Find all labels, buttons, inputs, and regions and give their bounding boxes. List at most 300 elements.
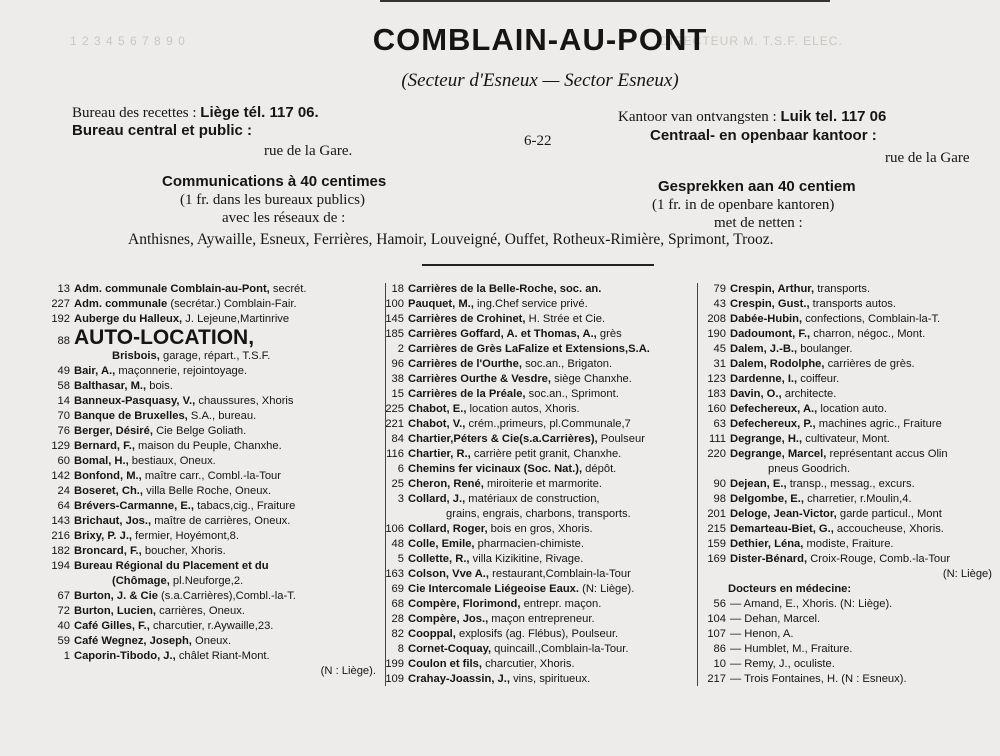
phone-number: 76: [57, 425, 70, 437]
entry-name: Crespin, Arthur,: [730, 283, 815, 295]
entry-details: explosifs (ag. Flébus), Poulseur.: [455, 628, 619, 640]
directory-entry: [692, 597, 992, 612]
entry-details: soc.an., Sprimont.: [525, 388, 619, 400]
entry-name: Degrange, Marcel,: [730, 448, 827, 460]
phone-number: 2: [397, 343, 404, 355]
entry-name: Bomal, H.,: [74, 455, 129, 467]
directory-entry: [36, 379, 376, 394]
entry-name: Dalem, J.-B.,: [730, 343, 798, 355]
entry-details: boucher, Xhoris.: [141, 545, 226, 557]
entry-details: — Remy, J., oculiste.: [730, 658, 835, 670]
phone-number: 169: [707, 553, 726, 565]
entry-details: bois en gros, Xhoris.: [487, 523, 593, 535]
entry-name: Caporin-Tibodo, J.,: [74, 650, 176, 662]
entry-name: Chartier,Péters & Cie(s.a.Carrières),: [408, 433, 598, 445]
phone-number: 106: [385, 523, 404, 535]
directory-entry: [370, 447, 695, 462]
entry-details: villa Belle Roche, Oneux.: [143, 485, 272, 497]
entry-name: Dalem, Rodolphe,: [730, 358, 825, 370]
phone-number: 221: [385, 418, 404, 430]
entry-name: Cornet-Coquay,: [408, 643, 492, 655]
phone-number: 58: [57, 380, 70, 392]
directory-entry: [370, 642, 695, 657]
phone-number: 14: [57, 395, 70, 407]
phone-number: 145: [385, 313, 404, 325]
entry-name: Collard, J.,: [408, 493, 466, 505]
entry-name: Boseret, Ch.,: [74, 485, 144, 497]
phone-number: 72: [57, 605, 70, 617]
page-title: COMBLAIN-AU-PONT: [372, 22, 708, 57]
directory-entry: [692, 612, 992, 627]
directory-entry: [370, 567, 695, 582]
entry-name: Broncard, F.,: [74, 545, 142, 557]
phone-number: 69: [391, 583, 404, 595]
directory-entry: [370, 297, 695, 312]
phone-number: 227: [51, 298, 70, 310]
entry-details: quincaill.,Comblain-la-Tour.: [491, 643, 629, 655]
phone-number: 82: [391, 628, 404, 640]
directory-entry: [36, 499, 376, 514]
entry-details: pl.Neuforge,2.: [169, 575, 244, 587]
entry-details: restaurant,Comblain-la-Tour: [489, 568, 631, 580]
phone-number: 84: [391, 433, 404, 445]
directory-entry: [36, 604, 376, 619]
entry-details: confections, Comblain-la-T.: [802, 313, 941, 325]
entry-name: Carrières de la Belle-Roche, soc. an.: [408, 283, 602, 295]
entry-details: charron, négoc., Mont.: [810, 328, 926, 340]
entry-details: garde particul., Mont: [836, 508, 942, 520]
phone-number: 31: [713, 358, 726, 370]
entry-details: carrières de grès.: [824, 358, 915, 370]
directory-entry: [692, 582, 992, 597]
entry-name: Bureau Régional du Placement et du: [74, 560, 269, 572]
entry-name: Bernard, F.,: [74, 440, 135, 452]
entry-details: garage, répart., T.S.F.: [159, 350, 271, 362]
entry-details: accoucheuse, Xhoris.: [833, 523, 944, 535]
phone-number: 88: [57, 335, 70, 347]
entry-details: crém.,primeurs, pl.Communale,7: [465, 418, 631, 430]
entry-details: bestiaux, Oneux.: [128, 455, 216, 467]
entry-details: (N: Liège): [942, 568, 992, 580]
directory-entry: [36, 327, 376, 349]
phone-number: 201: [707, 508, 726, 520]
bureau-central-fr: Bureau central et public :: [72, 122, 253, 139]
entry-name: (Chômage,: [112, 575, 170, 587]
phone-number: 192: [51, 313, 70, 325]
directory-entry: [36, 589, 376, 604]
entry-name: Carrières de Crohinet,: [408, 313, 526, 325]
entry-name: Defechereux, A.,: [730, 403, 818, 415]
entry-details: transports.: [814, 283, 871, 295]
directory-entry: [692, 522, 992, 537]
phone-number: 160: [707, 403, 726, 415]
directory-entry: [36, 484, 376, 499]
directory-entry: [370, 552, 695, 567]
entry-details: transports autos.: [809, 298, 897, 310]
directory-entry: [692, 537, 992, 552]
entry-details: machines agric., Fraiture: [815, 418, 942, 430]
entry-details: J. Lejeune,Martinrive: [182, 313, 290, 325]
entry-name: Bair, A.,: [74, 365, 116, 377]
directory-entry: [36, 514, 376, 529]
entry-name: Banneux-Pasquasy, V.,: [74, 395, 196, 407]
entry-details: (secrétar.) Comblain-Fair.: [167, 298, 297, 310]
entry-name: Pauquet, M.,: [408, 298, 474, 310]
entry-details: grains, engrais, charbons, transports.: [446, 508, 631, 520]
entry-details: transp., messag., excurs.: [786, 478, 915, 490]
kantoor-address-nl: rue de la Gare: [885, 150, 970, 166]
communications-fr: Communications à 40 centimes: [162, 173, 387, 190]
directory-entry: [370, 597, 695, 612]
directory-entry: [370, 462, 695, 477]
phone-number: 216: [51, 530, 70, 542]
directory-entry: [36, 312, 376, 327]
directory-entry: [370, 507, 695, 522]
directory-entry: [692, 462, 992, 477]
entry-name: AUTO-LOCATION,: [74, 327, 255, 349]
directory-entry: [370, 432, 695, 447]
entry-name: Adm. communale: [74, 298, 168, 310]
phone-number: 225: [385, 403, 404, 415]
phone-number: 25: [391, 478, 404, 490]
phone-number: 86: [713, 643, 726, 655]
entry-details: villa Kizikitine, Rivage.: [469, 553, 584, 565]
entry-details: boulanger.: [797, 343, 853, 355]
phone-number: 109: [385, 673, 404, 685]
directory-entry: [692, 492, 992, 507]
phone-number: 142: [51, 470, 70, 482]
phone-number: 38: [391, 373, 404, 385]
phone-number: 15: [391, 388, 404, 400]
entry-details: entrepr. maçon.: [520, 598, 602, 610]
directory-entry: [692, 372, 992, 387]
phone-number: 45: [713, 343, 726, 355]
entry-name: Adm. communale Comblain-au-Pont,: [74, 283, 270, 295]
entry-name: Dardenne, I.,: [730, 373, 798, 385]
directory-entry: [692, 357, 992, 372]
entry-name: Chabot, E.,: [408, 403, 467, 415]
phone-number: 63: [713, 418, 726, 430]
directory-entry: [692, 297, 992, 312]
entry-details: carrières, Oneux.: [156, 605, 245, 617]
phone-number: 79: [713, 283, 726, 295]
directory-entry: [36, 297, 376, 312]
phone-number: 199: [385, 658, 404, 670]
entry-name: Dethier, Léna,: [730, 538, 804, 550]
entry-details: architecte.: [781, 388, 837, 400]
entry-name: Brisbois,: [112, 350, 160, 362]
entry-details: soc.an., Brigaton.: [521, 358, 613, 370]
directory-entry: [692, 642, 992, 657]
directory-entry: [370, 672, 695, 687]
phone-number: 111: [708, 433, 726, 445]
entry-details: maître de carrières, Oneux.: [151, 515, 291, 527]
entry-details: H. Strée et Cie.: [525, 313, 606, 325]
entry-details: — Humblet, M., Fraiture.: [730, 643, 853, 655]
top-rule: [380, 0, 830, 2]
gesprekken-nl: Gesprekken aan 40 centiem: [658, 178, 856, 195]
phone-number: 3: [397, 493, 404, 505]
entry-details: charretier, r.Moulin,4.: [803, 493, 912, 505]
entry-details: maître carr., Combl.-la-Tour: [141, 470, 281, 482]
entry-name: Coulon et fils,: [408, 658, 482, 670]
directory-entry: [36, 574, 376, 589]
entry-name: Dabée-Hubin,: [730, 313, 803, 325]
directory-entry: [370, 477, 695, 492]
phone-number: 215: [707, 523, 726, 535]
entry-details: tabacs,cig., Fraiture: [194, 500, 296, 512]
directory-entry: [692, 657, 992, 672]
directory-entry: [370, 522, 695, 537]
directory-entry: [692, 447, 992, 462]
entry-details: matériaux de construction,: [465, 493, 600, 505]
phone-number: 98: [713, 493, 726, 505]
phone-number: 104: [707, 613, 726, 625]
entry-details: maison du Peuple, Chanxhe.: [134, 440, 282, 452]
directory-entry: [692, 627, 992, 642]
entry-details: bois.: [146, 380, 173, 392]
entry-name: Carrières de Grès LaFalize et Extensions,S.A.: [408, 343, 650, 355]
directory-entry: [36, 664, 376, 679]
directory-entry: [36, 559, 376, 574]
directory-entry: [36, 529, 376, 544]
entry-name: Davin, O.,: [730, 388, 782, 400]
directory-entry: [36, 409, 376, 424]
entry-name: Berger, Désiré,: [74, 425, 153, 437]
phone-number: 90: [713, 478, 726, 490]
entry-details: Croix-Rouge, Comb.-la-Tour: [807, 553, 951, 565]
entry-name: Carrières Goffard, A. et Thomas, A.,: [408, 328, 597, 340]
entry-details: (N: Liège).: [579, 583, 635, 595]
entry-name: Delgombe, E.,: [730, 493, 804, 505]
entry-name: Cooppal,: [408, 628, 456, 640]
entry-name: Compère, Florimond,: [408, 598, 521, 610]
directory-entry: [692, 417, 992, 432]
entry-name: Dadoumont, F.,: [730, 328, 811, 340]
directory-entry: [692, 327, 992, 342]
directory-entry: [36, 649, 376, 664]
entry-details: maçon entrepreneur.: [488, 613, 595, 625]
entry-details: grès: [596, 328, 622, 340]
entry-name: Chartier, R.,: [408, 448, 471, 460]
directory-entry: [36, 424, 376, 439]
phone-number: 100: [385, 298, 404, 310]
entry-name: Crahay-Joassin, J.,: [408, 673, 510, 685]
directory-entry: [36, 619, 376, 634]
entry-details: chaussures, Xhoris: [195, 395, 294, 407]
phone-number: 18: [391, 283, 404, 295]
entry-name: Café Gilles, F.,: [74, 620, 150, 632]
directory-entry: [692, 672, 992, 687]
entry-details: Cie Belge Goliath.: [152, 425, 247, 437]
phone-number: 208: [707, 313, 726, 325]
entry-details: pneus Goodrich.: [768, 463, 851, 475]
phone-number: 194: [51, 560, 70, 572]
entry-details: fermier, Hoyémont,8.: [132, 530, 239, 542]
entry-name: Dister-Bénard,: [730, 553, 808, 565]
directory-entry: [692, 402, 992, 417]
entry-name: Chemins fer vicinaux (Soc. Nat.),: [408, 463, 583, 475]
bureau-recettes-fr: Bureau des recettes : Liège tél. 117 06.: [72, 104, 319, 121]
directory-entry: [36, 634, 376, 649]
gesprekken-nl-note: (1 fr. in de openbare kantoren): [652, 197, 835, 213]
entry-details: carrière petit granit, Chanxhe.: [470, 448, 622, 460]
entry-name: Balthasar, M.,: [74, 380, 147, 392]
directory-entry: [692, 432, 992, 447]
phone-number: 190: [707, 328, 726, 340]
phone-number: 49: [57, 365, 70, 377]
entry-name: Collette, R.,: [408, 553, 470, 565]
directory-entry: [36, 544, 376, 559]
phone-number: 48: [391, 538, 404, 550]
directory-entry: [692, 567, 992, 582]
phone-number: 67: [57, 590, 70, 602]
page-subtitle: (Secteur d'Esneux — Sector Esneux): [401, 70, 679, 91]
entry-details: charcutier, r.Aywaille,23.: [149, 620, 274, 632]
directory-entry: [36, 282, 376, 297]
directory-entry: [692, 477, 992, 492]
entry-name: Collard, Roger,: [408, 523, 488, 535]
entry-details: vins, spiritueux.: [509, 673, 591, 685]
entry-details: miroiterie et marmorite.: [483, 478, 602, 490]
entry-details: siège Chanxhe.: [551, 373, 632, 385]
phone-number: 182: [51, 545, 70, 557]
directory-entry: [692, 387, 992, 402]
phone-number: 129: [51, 440, 70, 452]
entry-name: Colle, Emile,: [408, 538, 475, 550]
directory-entry: [370, 627, 695, 642]
phone-number: 10: [713, 658, 726, 670]
entry-name: Bonfond, M.,: [74, 470, 142, 482]
directory-entry: [36, 454, 376, 469]
directory-entry: [370, 357, 695, 372]
phone-number: 70: [57, 410, 70, 422]
entry-name: Carrières de la Préale,: [408, 388, 526, 400]
directory-entry: [370, 417, 695, 432]
entry-details: S.A., bureau.: [187, 410, 257, 422]
directory-entry: [36, 439, 376, 454]
directory-entry: [370, 342, 695, 357]
phone-number: 43: [713, 298, 726, 310]
entry-name: Deloge, Jean-Victor,: [730, 508, 837, 520]
entry-details: cultivateur, Mont.: [802, 433, 890, 445]
entry-details: charcutier, Xhoris.: [481, 658, 575, 670]
entry-details: (s.a.Carrières),Combl.-la-T.: [157, 590, 296, 602]
exchange-code: 6-22: [524, 133, 552, 149]
phone-number: 163: [385, 568, 404, 580]
phone-number: 8: [397, 643, 404, 655]
phone-number: 40: [57, 620, 70, 632]
entry-details: — Henon, A.: [730, 628, 794, 640]
entry-name: Burton, Lucien,: [74, 605, 157, 617]
entry-details: représentant accus Olin: [826, 448, 948, 460]
phone-number: 217: [707, 673, 726, 685]
phone-number: 28: [391, 613, 404, 625]
phone-number: 13: [57, 283, 70, 295]
directory-column-3: [692, 282, 992, 687]
entry-name: Café Wegnez, Joseph,: [74, 635, 192, 647]
entry-name: Colson, Vve A.,: [408, 568, 490, 580]
phone-number: 59: [57, 635, 70, 647]
directory-entry: [370, 282, 695, 297]
directory-entry: [36, 394, 376, 409]
entry-name: Crespin, Gust.,: [730, 298, 810, 310]
directory-entry: [692, 507, 992, 522]
entry-details: location autos, Xhoris.: [466, 403, 580, 415]
phone-number: 220: [707, 448, 726, 460]
entry-name: Degrange, H.,: [730, 433, 803, 445]
directory-entry: [36, 364, 376, 379]
entry-name: Carrières Ourthe & Vesdre,: [408, 373, 552, 385]
kantoor-ontvangsten-nl: Kantoor van ontvangsten : Luik tel. 117 06: [618, 108, 887, 125]
entry-name: Burton, J. & Cie: [74, 590, 158, 602]
phone-number: 96: [391, 358, 404, 370]
directory-entry: [36, 349, 376, 364]
directory-entry: [370, 327, 695, 342]
phone-number: 24: [57, 485, 70, 497]
section-heading: Docteurs en médecine:: [728, 583, 852, 595]
centraal-kantoor-nl: Centraal- en openbaar kantoor :: [650, 127, 877, 144]
entry-details: coiffeur.: [797, 373, 840, 385]
directory-entry: [692, 312, 992, 327]
phone-number: 64: [57, 500, 70, 512]
entry-details: Oneux.: [191, 635, 232, 647]
phone-number: 56: [713, 598, 726, 610]
bleed-through-text-right: DIRECTEUR M. T.S.F. ELEC.: [660, 34, 843, 48]
bleed-through-text-left: 1 2 3 4 5 6 7 8 9 0: [70, 34, 186, 48]
phone-number: 107: [707, 628, 726, 640]
phone-number: 123: [707, 373, 726, 385]
entry-details: — Trois Fontaines, H. (N : Esneux).: [730, 673, 907, 685]
directory-entry: [692, 552, 992, 567]
entry-name: Compère, Jos.,: [408, 613, 489, 625]
entry-details: (N : Liège).: [320, 665, 376, 677]
entry-name: Brixy, P. J.,: [74, 530, 133, 542]
entry-name: Brichaut, Jos.,: [74, 515, 152, 527]
entry-details: modiste, Fraiture.: [803, 538, 894, 550]
phone-number: 6: [397, 463, 404, 475]
entry-name: Chabot, V.,: [408, 418, 466, 430]
phone-number: 5: [397, 553, 404, 565]
entry-name: Cheron, René,: [408, 478, 484, 490]
entry-details: location auto.: [817, 403, 887, 415]
directory-entry: [692, 342, 992, 357]
entry-name: Dejean, E.,: [730, 478, 787, 490]
entry-name: Carrières de l'Ourthe,: [408, 358, 522, 370]
directory-entry: [692, 282, 992, 297]
directory-entry: [370, 537, 695, 552]
entry-name: Defechereux, P.,: [730, 418, 816, 430]
header-separator: [422, 264, 654, 266]
communications-fr-networks-label: avec les réseaux de :: [222, 210, 346, 226]
directory-entry: [370, 372, 695, 387]
network-list: Anthisnes, Aywaille, Esneux, Ferrières, Hamoir, Louveigné, Ouffet, Rotheux-Rimière, Sprimont, Trooz.: [128, 231, 774, 248]
entry-details: — Amand, E., Xhoris. (N: Liège).: [730, 598, 893, 610]
phone-number: 60: [57, 455, 70, 467]
entry-details: châlet Riant-Mont.: [175, 650, 270, 662]
directory-entry: [36, 469, 376, 484]
bureau-address-fr: rue de la Gare.: [264, 143, 353, 159]
directory-entry: [370, 387, 695, 402]
entry-details: Poulseur: [597, 433, 645, 445]
phone-number: 1: [63, 650, 70, 662]
directory-column-1: [36, 282, 376, 679]
entry-details: secrét.: [269, 283, 307, 295]
directory-entry: [370, 492, 695, 507]
phone-number: 185: [385, 328, 404, 340]
entry-details: ing.Chef service privé.: [473, 298, 588, 310]
directory-entry: [370, 657, 695, 672]
